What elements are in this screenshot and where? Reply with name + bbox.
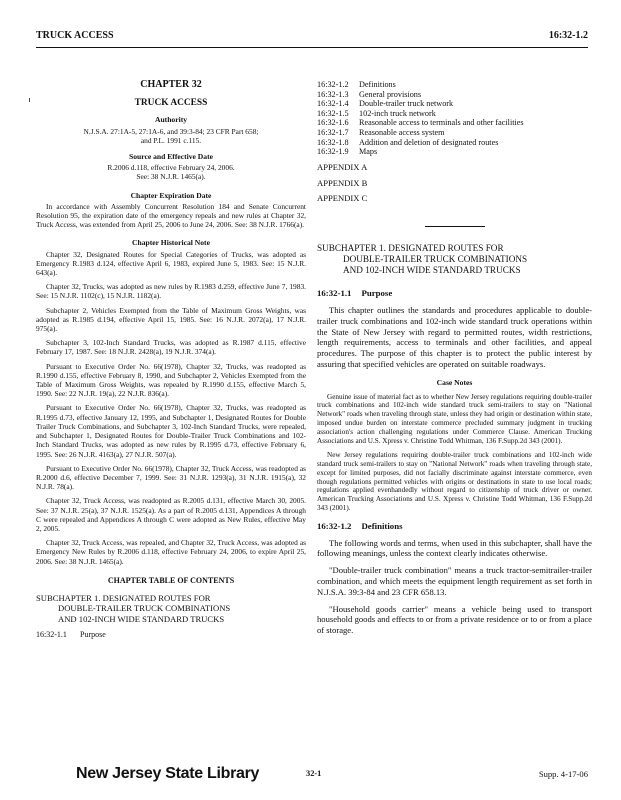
section-title: Definitions <box>361 520 403 531</box>
history-paragraph: Subchapter 2, Vehicles Exempted from the Table of Maximum Gross Weights, was adopted as R.1985 d.194, effective April 15, 1985. See: 16 N.J.R. 2072(a), 17 N.J.R. 975(a). <box>36 305 306 334</box>
toc-entry <box>36 630 306 639</box>
right-column <box>317 80 592 642</box>
toc-label: General provisions <box>359 89 422 99</box>
toc-list <box>317 80 592 157</box>
source-line: R.2006 d.118, effective February 24, 2006. <box>107 163 235 173</box>
toc-entry <box>317 99 592 109</box>
history-paragraph: Pursuant to Executive Order No. 66(1978), Chapter 32, Truck Access, was readopted as R.2000 d.6, effective December 7, 1999. See: 31 N.J.R. 1293(a), 31 N.J.R. 1915(a), 32 N.J.R. 78(a). <box>36 463 306 492</box>
subchapter-heading <box>317 243 592 276</box>
case-notes-heading: Case Notes <box>436 377 473 387</box>
appendix-entry: APPENDIX C <box>317 193 368 204</box>
toc-number: 16:32-1.1 <box>36 630 67 640</box>
toc-entry <box>317 138 592 148</box>
history-heading: Chapter Historical Note <box>132 238 210 248</box>
toc-label: Double-trailer truck network <box>359 99 454 109</box>
toc-number: 16:32-1.2 <box>317 80 349 89</box>
subchapter-line: DOUBLE-TRAILER TRUCK COMBINATIONS <box>58 603 231 614</box>
toc-heading: CHAPTER TABLE OF CONTENTS <box>107 575 235 585</box>
toc-label: Addition and deletion of designated routes <box>359 137 499 147</box>
history-paragraph: Chapter 32, Trucks, was adopted as new rules by R.1983 d.259, effective June 7, 1983. See: 15 N.J.R. 1102(c), 15 N.J.R. 1182(a). <box>36 282 306 301</box>
toc-entry <box>317 90 592 100</box>
expiration-heading: Chapter Expiration Date <box>130 190 212 200</box>
definition-paragraph: "Double-trailer truck combination" means a truck tractor-semitrailer-trailer combination, and which meets the equipment length requirement as set forth in N.J.S.A. 39:3-84 and 23 CFR 658.13. <box>317 565 592 597</box>
expiration-text: In accordance with Assembly Concurrent Resolution 184 and Senate Concurrent Resolution 95, the expiration date of the emergency repeals and new rules at Chapter 32, Truck Access, was extended from April 25, 2006 to June 24, 2006. See: 38 N.J.R. 1766(a). <box>36 201 306 230</box>
definition-paragraph: "Household goods carrier" means a vehicle being used to transport household goods and effects to or from a private residence or to or from a place of storage. <box>317 603 592 636</box>
subchapter-line: DOUBLE-TRAILER TRUCK COMBINATIONS <box>343 254 528 265</box>
margin-mark <box>29 98 30 102</box>
header-title: TRUCK ACCESS <box>36 30 114 41</box>
toc-entry <box>317 109 592 119</box>
authority-heading: Authority <box>154 115 188 125</box>
authority-line: N.J.S.A. 27:1A-5, 27:1A-6, and 39:3-84; 23 CFR Part 658; <box>83 126 259 136</box>
library-watermark: New Jersey State Library <box>76 765 260 782</box>
toc-label: Reasonable access to terminals and other facilities <box>359 118 524 128</box>
history-paragraph: Chapter 32, Truck Access, was repealed, and Chapter 32, Truck Access, was adopted as Emergency New Rules by R.2006 d.118, effective February 24, 2006, to expire April 25, 2006. See: 38 N.J.R. 1465(a). <box>36 538 306 566</box>
history-paragraph: Subchapter 3, 102-Inch Standard Trucks, was adopted as R.1987 d.115, effective February 17, 1987. See: 18 N.J.R. 2428(a), 19 N.J.R. 374(a). <box>36 338 306 357</box>
authority-line: and P.L. 1991 c.115. <box>140 135 202 145</box>
chapter-title: TRUCK ACCESS <box>134 98 208 109</box>
section-heading-definitions <box>317 521 592 532</box>
page-footer <box>36 765 588 785</box>
subchapter-heading <box>36 593 306 624</box>
appendix-entry: APPENDIX A <box>317 161 368 172</box>
toc-entry <box>317 80 592 90</box>
section-divider <box>425 226 485 227</box>
toc-number: 16:32-1.5 <box>317 108 349 118</box>
section-title: Purpose <box>361 288 393 299</box>
history-paragraph: Chapter 32, Truck Access, was readopted as R.2005 d.131, effective March 30, 2005. See: 37 N.J.R. 25(a), 37 N.J.R. 1525(a). As a part of R.2005 d.131, Appendices A through C were repealed and Appendices A through C were adopted as New Rules, effective May 2, 2005. <box>36 496 306 533</box>
toc-entry <box>317 128 592 138</box>
toc-entry <box>317 147 592 157</box>
section-number: 16:32-1.2 <box>317 520 352 531</box>
case-note: New Jersey regulations requiring double-trailer truck combinations and 102-inch wide standard truck semi-trailers to stay on "National Network" roads when traveling through state, except for limited purposes, did not facially discriminate against interstate commerce, even though regulations permitted vehicles with origins or destinations in state to use local roads; regulations applied evenhandedly without regard to citizenship of truck driver or owner. American Trucking Associations and U.S. Xpress v. Christine Todd Whitman, 136 F.Supp.2d 343 (2001). <box>317 451 592 513</box>
purpose-text: This chapter outlines the standards and procedures applicable to double-trailer truck combinations and 102-inch wide standard truck operations within the State of New Jersey with regard to permitted routes, width restrictions, length requirements, access to terminals and other facilities, and appeal procedures. The purpose of this chapter is to protect the public interest by assuring that specified vehicles are operated on suitable roadways. <box>317 304 592 369</box>
toc-number: 16:32-1.4 <box>317 99 349 109</box>
toc-number: 16:32-1.7 <box>317 127 349 137</box>
toc-label: 102-inch truck network <box>359 108 436 118</box>
history-paragraph: Chapter 32, Designated Routes for Special Categories of Trucks, was adopted as Emergency R.1983 d.124, effective April 6, 1983, expired June 5, 1983. See: 15 N.J.R. 643(a). <box>36 249 306 278</box>
toc-label: Definitions <box>359 80 396 89</box>
header-section: 16:32-1.2 <box>548 30 588 41</box>
page-number: 32-1 <box>306 769 322 778</box>
toc-label: Reasonable access system <box>359 127 445 137</box>
subchapter-line: AND 102-INCH WIDE STANDARD TRUCKS <box>343 265 521 276</box>
toc-label: Purpose <box>80 630 106 640</box>
header-rule <box>36 47 588 48</box>
source-heading: Source and Effective Date <box>128 152 213 162</box>
section-number: 16:32-1.1 <box>317 288 352 299</box>
subchapter-line: AND 102-INCH WIDE STANDARD TRUCKS <box>58 613 225 624</box>
toc-number: 16:32-1.8 <box>317 137 349 147</box>
left-column <box>36 80 306 639</box>
toc-number: 16:32-1.9 <box>317 147 349 157</box>
subchapter-line: SUBCHAPTER 1. DESIGNATED ROUTES FOR <box>36 592 211 603</box>
toc-number: 16:32-1.3 <box>317 89 349 99</box>
chapter-number: CHAPTER 32 <box>140 79 202 90</box>
case-note: Genuine issue of material fact as to whether New Jersey regulations requiring double-trailer truck combinations and 102-inch wide standard truck semi-trailers to stay on "National Network" roads when traveling through state, unless they had origin or destination within state, imposed undue burden on interstate commerce precluded summary judgment in trucking association's action challenging regulations under Commerce Clause. American Trucking Associations and U.S. Xpress v. Christine Todd Whitman, 136 F.Supp.2d 343 (2001). <box>317 392 592 445</box>
source-line: See: 38 N.J.R. 1465(a). <box>136 172 206 182</box>
supplement-date: Supp. 4-17-06 <box>538 769 588 779</box>
history-paragraph: Pursuant to Executive Order No. 66(1978), Chapter 32, Trucks, was readopted as R.1995 d.73, effective January 12, 1995, and Subchapter 1, Designated Routes for Double Trailer Truck Combinations, and Subchapter 3, 102-Inch Standard Trucks, were repealed, and Subchapter 1, Designated Routes for Double-Trailer Truck Combinations and 102-Inch Standard Trucks, was adopted as new rules by R.1995 d.73, effective February 6, 1995. See: 26 N.J.R. 4163(a), 27 N.J.R. 507(a). <box>36 403 306 459</box>
toc-number: 16:32-1.6 <box>317 118 349 128</box>
appendix-entry: APPENDIX B <box>317 177 368 188</box>
section-heading-purpose <box>317 288 592 299</box>
toc-entry <box>317 118 592 128</box>
running-header <box>36 30 588 44</box>
definitions-text: The following words and terms, when used in this subchapter, shall have the following meanings, unless the context clearly indicates otherwise. <box>317 537 592 559</box>
toc-label: Maps <box>359 147 378 157</box>
subchapter-line: SUBCHAPTER 1. DESIGNATED ROUTES FOR <box>317 243 504 254</box>
history-paragraph: Pursuant to Executive Order No. 66(1978), Chapter 32, Trucks, was readopted as R.1990 d.155, effective February 8, 1990, and Subchapter 2, Vehicles Exempted from the Table of Maximum Gross Weights, was repealed by R.1990 d.155, effective March 5, 1990. See: 22 N.J.R. 19(a), 22 N.J.R. 836(a). <box>36 361 306 399</box>
